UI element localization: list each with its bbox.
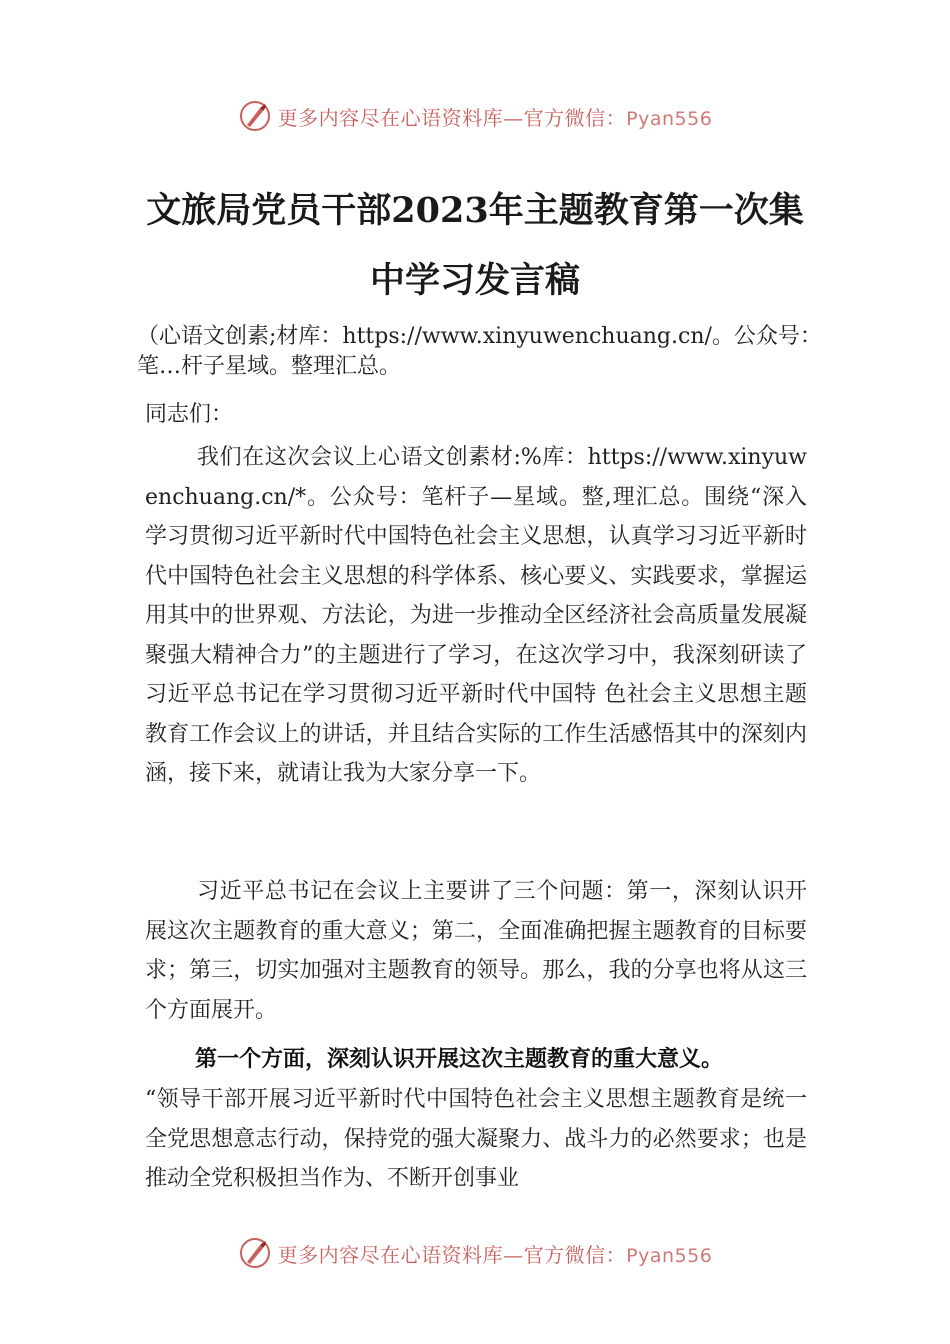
banner-text: 更多内容尽在心语资料库—官方微信：Pyan556 — [277, 105, 713, 130]
document-title-line-2: 中学习发言稿 — [369, 260, 580, 301]
paragraph-1: 我们在这次会议上心语文创素材:%库：https://www.xinyuwenchuang.cn/*。公众号：笔杆子—星域。整,理汇总。围绕“深入学习贯彻习近平新时代中国特色社会主义思想，认真学习习近平新时代中国特色社会主义思想的科学体系、核心要义、实践要求，掌握运用其中的世界观、方法论，为进一步推动全区经济社会高质量发展凝聚强大精神合力”的主题进行了学习，在这次学习中，我深刻研读了习近平总书记在学习贯彻习近平新时代中国特 色社会主义思想主题教育工作会议上的讲话，并且结合实际的工作生活感悟其中的深刻内涵，接下来，就请让我为大家分享一下。 — [145, 445, 807, 786]
document-title-line-1: 文旅局党员干部2023年主题教育第一次集 — [146, 190, 804, 231]
section-heading-1: 第一个方面，深刻认识开展这次主题教育的重大意义。 — [195, 1047, 724, 1072]
paragraph-2: 习近平总书记在会议上主要讲了三个问题：第一，深刻认识开展这次主题教育的重大意义；第二，全面准确把握主题教育的目标要求；第三，切实加强对主题教育的领导。那么，我的分享也将从这三个方面展开。 — [145, 879, 807, 1023]
wechat-id: Pyan556 — [626, 107, 713, 130]
greeting: 同志们： — [145, 402, 234, 427]
paragraph-3: “领导干部开展习近平新时代中国特色社会主义思想主题教育是统一全党思想意志行动，保持党的强大凝聚力、战斗力的必然要求；也是推动全党积极担当作为、不断开创事业 — [145, 1087, 807, 1191]
quill-pen-logo-icon — [238, 99, 272, 133]
banner-text: 更多内容尽在心语资料库—官方微信：Pyan556 — [277, 1242, 713, 1267]
header-banner — [0, 96, 950, 136]
footer-banner — [0, 1233, 950, 1273]
wechat-id: Pyan556 — [626, 1244, 713, 1267]
quill-pen-logo-icon — [238, 1236, 272, 1270]
source-note: （心语文创素;材库：https://www.xinyuwenchuang.cn/。公众号：笔…杆子星域。整理汇总。 — [137, 324, 822, 379]
